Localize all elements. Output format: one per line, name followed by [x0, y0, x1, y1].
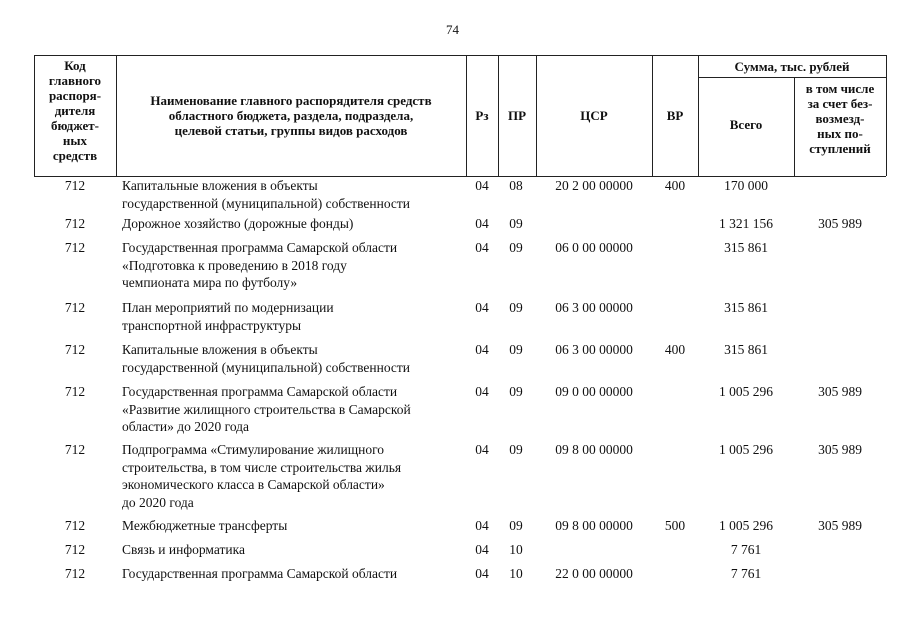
table-row	[0, 215, 905, 239]
cell-vr: 500	[664, 518, 686, 533]
header-name: Наименование главного распорядителя средств областного бюджета, раздела, подраздела, целевой статьи, группы видов расходов	[150, 93, 432, 138]
page-number: 74	[446, 22, 459, 37]
header-pr: ПР	[507, 108, 527, 123]
cell-vr: 400	[664, 178, 686, 193]
cell-pr: 09	[509, 384, 523, 399]
table-row	[0, 383, 905, 441]
cell-free: 305 989	[818, 384, 862, 399]
cell-name: План мероприятий по модернизации транспортной инфраструктуры	[122, 300, 334, 333]
cell-free: 305 989	[818, 442, 862, 457]
cell-name: Подпрограмма «Стимулирование жилищного строительства, в том числе строительства жилья экономического класса в Самарской области» до 2020 года	[122, 442, 402, 510]
table-row	[0, 239, 905, 299]
cell-name: Государственная программа Самарской области «Подготовка к проведению в 2018 году чемпионата мира по футболу»	[122, 240, 398, 290]
cell-name: Государственная программа Самарской области «Развитие жилищного строительства в Самарской области» до 2020 года	[122, 384, 411, 434]
cell-pr: 10	[509, 542, 523, 557]
cell-pr: 09	[509, 240, 523, 255]
cell-pr: 08	[509, 178, 523, 193]
cell-csr: 09 8 00 00000	[555, 442, 633, 457]
cell-name: Связь и информатика	[122, 542, 245, 557]
cell-rz: 04	[475, 442, 489, 457]
cell-rz: 04	[475, 566, 489, 581]
cell-rz: 04	[475, 342, 489, 357]
header-rule	[886, 55, 887, 176]
table-row	[0, 441, 905, 517]
table-row	[0, 517, 905, 541]
header-rule	[34, 55, 886, 56]
cell-total: 315 861	[724, 342, 768, 357]
header-total: Всего	[729, 117, 763, 132]
header-rz: Рз	[475, 108, 489, 123]
cell-total: 1 321 156	[719, 216, 773, 231]
header-free: в том числе за счет без- возмезд- ных по- ступлений	[805, 81, 875, 156]
table-row	[0, 341, 905, 383]
cell-pr: 09	[509, 442, 523, 457]
cell-total: 315 861	[724, 240, 768, 255]
cell-total: 1 005 296	[719, 384, 773, 399]
cell-pr: 09	[509, 216, 523, 231]
table-body	[0, 177, 905, 589]
cell-total: 7 761	[730, 542, 762, 557]
header-code: Код главного распоря- дителя бюджет- ных средств	[48, 58, 102, 163]
cell-csr: 09 8 00 00000	[555, 518, 633, 533]
cell-csr: 09 0 00 00000	[555, 384, 633, 399]
cell-total: 170 000	[724, 178, 768, 193]
table-row	[0, 565, 905, 589]
cell-pr: 09	[509, 300, 523, 315]
cell-rz: 04	[475, 542, 489, 557]
header-sum: Сумма, тыс. рублей	[734, 59, 850, 74]
cell-rz: 04	[475, 384, 489, 399]
cell-code: 712	[64, 518, 86, 533]
cell-rz: 04	[475, 300, 489, 315]
cell-rz: 04	[475, 178, 489, 193]
cell-name: Государственная программа Самарской области	[122, 566, 398, 581]
cell-name: Межбюджетные трансферты	[122, 518, 288, 533]
cell-rz: 04	[475, 240, 489, 255]
cell-pr: 09	[509, 342, 523, 357]
cell-free: 305 989	[818, 518, 862, 533]
cell-total: 7 761	[730, 566, 762, 581]
cell-total: 1 005 296	[719, 518, 773, 533]
cell-csr: 22 0 00 00000	[555, 566, 633, 581]
cell-vr: 400	[664, 342, 686, 357]
cell-code: 712	[64, 342, 86, 357]
cell-csr: 06 3 00 00000	[555, 342, 633, 357]
cell-code: 712	[64, 300, 86, 315]
cell-code: 712	[64, 442, 86, 457]
cell-code: 712	[64, 240, 86, 255]
cell-name: Капитальные вложения в объекты государственной (муниципальной) собственности	[122, 178, 411, 211]
cell-csr: 20 2 00 00000	[555, 178, 633, 193]
cell-rz: 04	[475, 518, 489, 533]
header-csr: ЦСР	[580, 108, 608, 123]
cell-pr: 10	[509, 566, 523, 581]
cell-code: 712	[64, 384, 86, 399]
cell-csr: 06 3 00 00000	[555, 300, 633, 315]
cell-name: Капитальные вложения в объекты государственной (муниципальной) собственности	[122, 342, 411, 375]
table-row	[0, 299, 905, 341]
cell-free: 305 989	[818, 216, 862, 231]
cell-rz: 04	[475, 216, 489, 231]
header-vr: ВР	[666, 108, 684, 123]
cell-name: Дорожное хозяйство (дорожные фонды)	[122, 216, 354, 231]
cell-pr: 09	[509, 518, 523, 533]
cell-csr: 06 0 00 00000	[555, 240, 633, 255]
cell-code: 712	[64, 178, 86, 193]
cell-total: 315 861	[724, 300, 768, 315]
cell-total: 1 005 296	[719, 442, 773, 457]
cell-code: 712	[64, 566, 86, 581]
cell-code: 712	[64, 216, 86, 231]
header-rule	[698, 77, 886, 78]
table-row	[0, 541, 905, 565]
cell-code: 712	[64, 542, 86, 557]
table-row	[0, 177, 905, 215]
